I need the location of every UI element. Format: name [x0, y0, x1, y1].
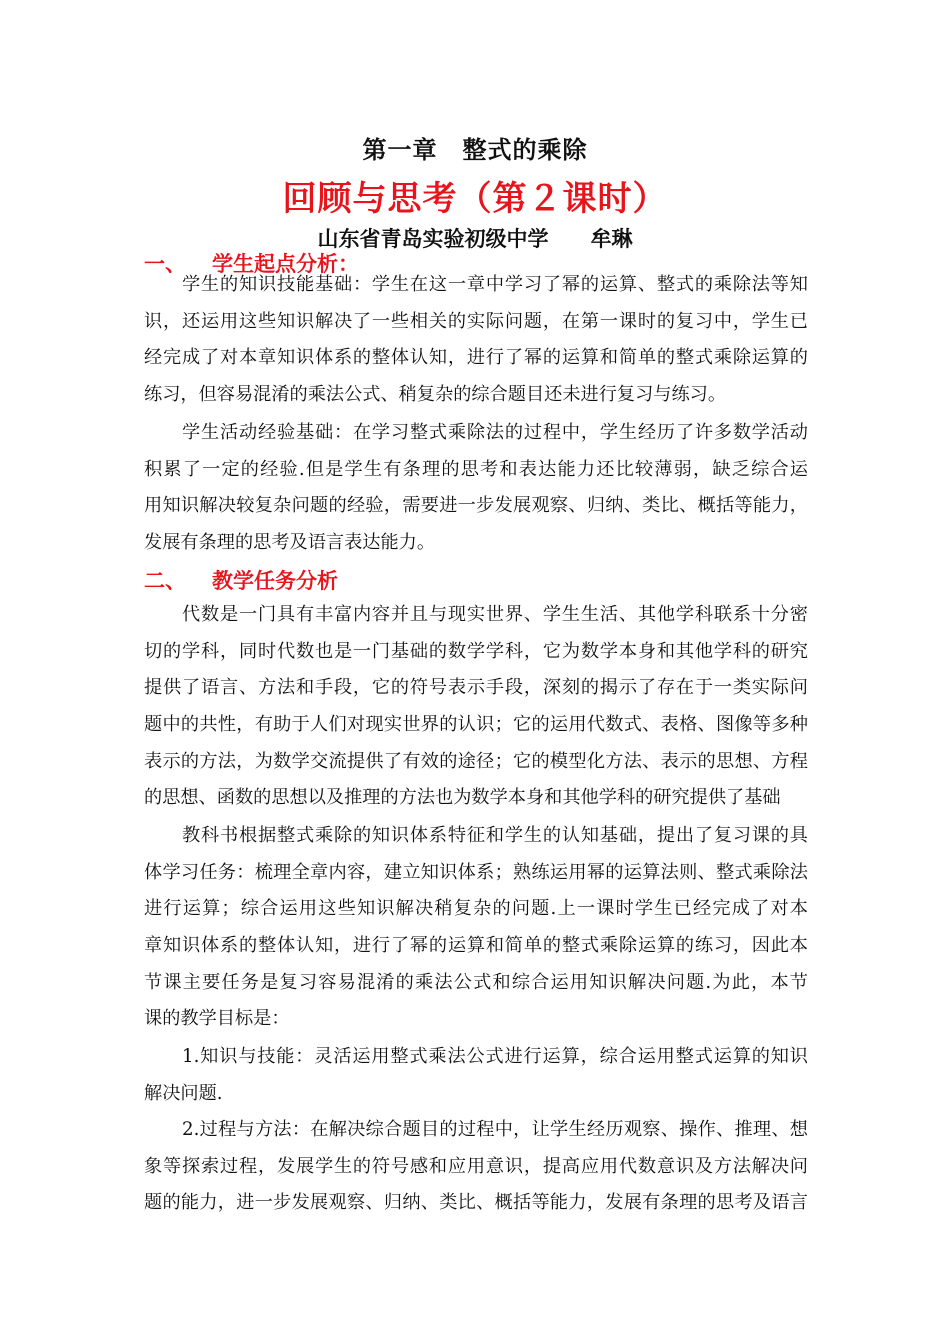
section-title: 学生起点分析：	[212, 251, 359, 276]
text-line: 学生的知识技能基础：学生在这一章中学习了幂的运算、整式的乘除法等知	[182, 274, 808, 295]
text-line: 教科书根据整式乘除的知识体系特征和学生的认知基础，提出了复习课的具	[182, 825, 808, 846]
paragraph-textbook-tasks	[144, 818, 808, 1038]
text-line: 代数是一门具有丰富内容并且与现实世界、学生生活、其他学科联系十分密	[182, 604, 808, 625]
text-line: 章知识体系的整体认知，进行了幂的运算和简单的整式乘除运算的练习，因此本	[144, 935, 808, 957]
text-line: 2.过程与方法：在解决综合题目的过程中，让学生经历观察、操作、推理、想	[182, 1119, 808, 1140]
text-line: 识，还运用这些知识解决了一些相关的实际问题，在第一课时的复习中，学生已	[144, 310, 808, 332]
paragraph-activity-base	[144, 415, 808, 562]
text-line: 题中的共性，有助于人们对现实世界的认识；它的运用代数式、表格、图像等多种	[144, 714, 808, 736]
text-line: 积累了一定的经验.但是学生有条理的思考和表达能力还比较薄弱，缺乏综合运	[144, 458, 808, 480]
text-line: 提供了语言、方法和手段，它的符号表示手段，深刻的揭示了存在于一类实际问	[144, 677, 808, 699]
author-line: 山东省青岛实验初级中学 牟琳	[317, 226, 633, 251]
text-line: 经完成了对本章知识体系的整体认知，进行了幂的运算和简单的整式乘除运算的	[144, 347, 808, 369]
chapter-title: 第一章 整式的乘除	[362, 135, 588, 164]
text-line: 题的能力，进一步发展观察、归纳、类比、概括等能力，发展有条理的思考及语言	[144, 1192, 808, 1214]
text-line: 象等探索过程，发展学生的符号感和应用意识，提高应用代数意识及方法解决问	[144, 1155, 808, 1177]
text-line: 课的教学目标是：	[144, 1008, 290, 1030]
text-line: 学生活动经验基础：在学习整式乘除法的过程中，学生经历了许多数学活动	[182, 422, 808, 443]
text-line: 练习，但容易混淆的乘法公式、稍复杂的综合题目还未进行复习与练习。	[144, 384, 727, 406]
text-line: 切的学科，同时代数也是一门基础的数学学科，它为数学本身和其他学科的研究	[144, 640, 808, 662]
text-line: 1.知识与技能：灵活运用整式乘法公式进行运算，综合运用整式运算的知识	[182, 1046, 808, 1067]
paragraph-knowledge-base	[144, 267, 808, 414]
section-heading-2	[144, 566, 338, 596]
text-line: 解决问题.	[144, 1082, 223, 1104]
text-line: 体学习任务：梳理全章内容，建立知识体系；熟练运用幂的运算法则、整式乘除法	[144, 861, 808, 883]
paragraph-algebra-intro	[144, 597, 808, 817]
section-number: 一、	[144, 251, 186, 276]
text-line: 发展有条理的思考及语言表达能力。	[144, 532, 436, 554]
goal-knowledge-skills	[144, 1039, 808, 1112]
section-title: 教学任务分析	[212, 568, 338, 593]
text-line: 用知识解决较复杂问题的经验，需要进一步发展观察、归纳、类比、概括等能力，	[144, 495, 808, 517]
lesson-title: 回顾与思考（第２课时）	[282, 179, 668, 219]
text-line: 进行运算；综合运用这些知识解决稍复杂的问题.上一课时学生已经完成了对本	[144, 898, 808, 920]
text-line: 表示的方法，为数学交流提供了有效的途径；它的模型化方法、表示的思想、方程	[144, 750, 808, 772]
goal-process-methods	[144, 1112, 808, 1222]
section-number: 二、	[144, 568, 186, 593]
text-line: 节课主要任务是复习容易混淆的乘法公式和综合运用知识解决问题.为此，本节	[144, 971, 808, 993]
text-line: 的思想、函数的思想以及推理的方法也为数学本身和其他学科的研究提供了基础	[144, 787, 781, 809]
